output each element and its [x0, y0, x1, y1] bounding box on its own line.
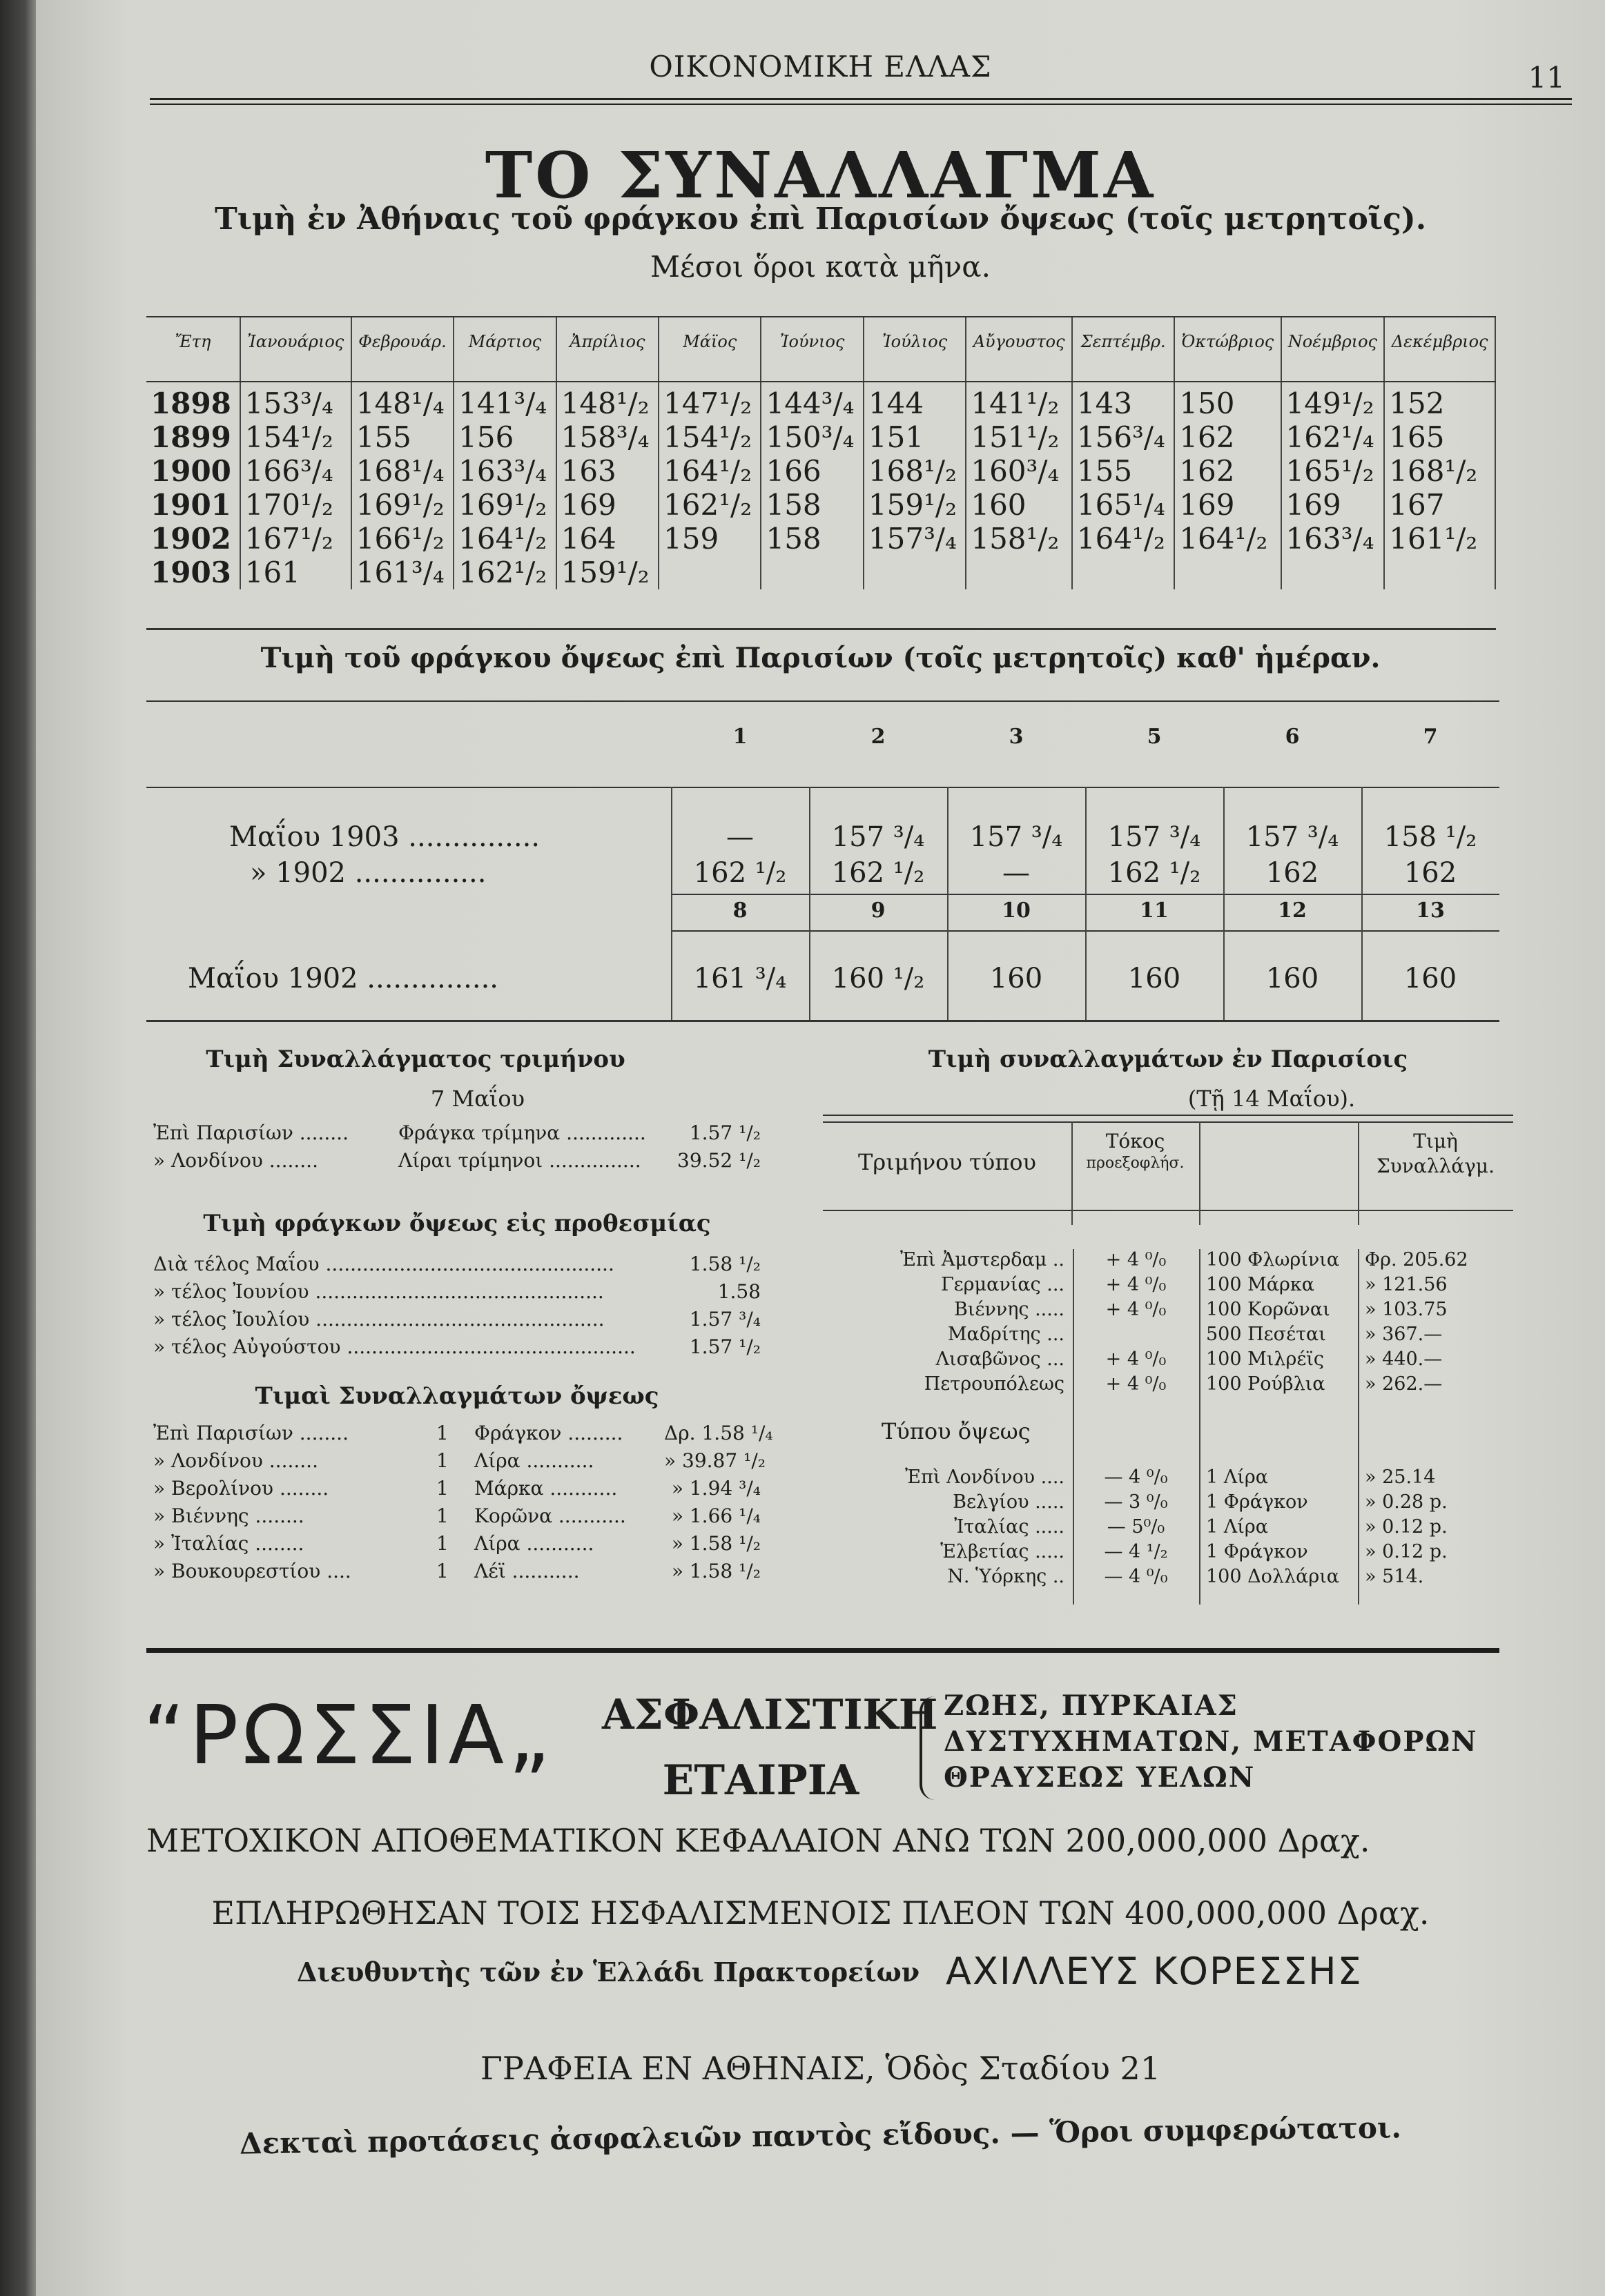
list-item [823, 1516, 1513, 1541]
list-item [153, 1504, 761, 1532]
row-b-label: Μαΐου 1902 ............... [188, 963, 498, 994]
rate-cell: 164¹/₂ [659, 454, 761, 488]
rate-cell: 162¹/₄ [1281, 420, 1385, 454]
rate-cell: 157³/₄ [864, 522, 966, 556]
rate-cell [1281, 556, 1385, 589]
rate-cell: 150 [1174, 366, 1281, 420]
list-item [153, 1477, 761, 1504]
unit-count: 1 [436, 1560, 449, 1582]
forward-title: Τιμὴ φράγκων ὄψεως εἰς προθεσμίας [203, 1210, 711, 1237]
year-cell: 1901 [146, 488, 240, 522]
place-label: Γερμανίας ... [940, 1274, 1064, 1295]
daily-header-rule [146, 787, 1499, 788]
advert-insurance-types-3: ΘΡΑΥΣΕΩΣ ΥΕΛΩΝ [944, 1761, 1256, 1794]
running-title: ΟΙΚΟΝΟΜΙΚΗ ΕΛΛΑΣ [649, 50, 992, 84]
list-item [823, 1491, 1513, 1516]
advert-company-name: “ΡΩΣΣΙΑ„ [143, 1687, 555, 1783]
daily-col-divider [671, 787, 672, 1021]
rate-cell: 157 ³/₄ [831, 821, 925, 853]
rate-cell: 166 [761, 454, 863, 488]
rate-cell: 148¹/₄ [351, 366, 454, 420]
rate-cell: 155 [351, 420, 454, 454]
rate-cell: 164 [556, 522, 659, 556]
discount-rate: + 4 ⁰/₀ [1105, 1373, 1167, 1395]
paris-top-rule-2 [823, 1121, 1513, 1123]
rate-cell: 158¹/₂ [966, 522, 1072, 556]
discount-rate: — 5⁰/₀ [1107, 1516, 1165, 1538]
price-value: » 121.56 [1365, 1274, 1448, 1295]
table-row [146, 488, 1495, 522]
rate-cell: 163³/₄ [454, 454, 556, 488]
month-header: Ἰούνιος [761, 317, 863, 366]
advert-insurance-types-1: ΖΩΗΣ, ΠΥΡΚΑΙΑΣ [944, 1689, 1238, 1722]
discount-rate: — 4 ⁰/₀ [1104, 1566, 1168, 1587]
place-label: Λισαβῶνος ... [935, 1348, 1064, 1370]
rate-cell: 164¹/₂ [1072, 522, 1174, 556]
unit-count: 1 [436, 1504, 449, 1527]
header-double-rule [150, 98, 1572, 105]
rate-cell: 162¹/₂ [454, 556, 556, 589]
rate-cell: 160 [1265, 963, 1319, 994]
rate-cell: 144 [864, 366, 966, 420]
tri-month-title: Τιμὴ Συναλλάγματος τριμήνου [206, 1046, 625, 1073]
rate-cell: — [726, 821, 754, 853]
price-value: » 0.12 p. [1365, 1516, 1448, 1538]
rate-cell: 162 [1174, 420, 1281, 454]
month-header: Δεκέμβριος [1384, 317, 1495, 366]
unit-label: 100 Δολλάρια [1206, 1566, 1340, 1587]
unit-label: 1 Λίρα [1206, 1466, 1268, 1488]
rate-cell: 149¹/₂ [1281, 366, 1385, 420]
rate-cell: 160 ¹/₂ [831, 963, 925, 994]
price-header-1: Τιμὴ [1413, 1130, 1458, 1152]
day-number: 5 [1147, 725, 1162, 749]
place-label: Πετρουπόλεως [924, 1373, 1064, 1395]
unit-label: Λίρα ........... [474, 1449, 594, 1472]
month-header: Ἰανουάριος [240, 317, 351, 366]
rate-cell: 160 [1403, 963, 1457, 994]
daily-col-divider [1223, 787, 1225, 1021]
unit-label: Κορῶνα ........... [474, 1504, 626, 1527]
rate-cell: 168¹/₂ [864, 454, 966, 488]
rate-cell: 152 [1384, 366, 1495, 420]
advert-office-line: ΓΡΑΦΕΙΑ ΕΝ ΑΘΗΝΑΙΣ, Ὁδὸς Σταδίου 21 [480, 2050, 1161, 2087]
month-header: Νοέμβριος [1281, 317, 1385, 366]
paris-col-divider [1358, 1249, 1359, 1605]
unit-count: 1 [436, 1532, 449, 1555]
month-header: Φεβρουάρ. [351, 317, 454, 366]
year-cell: 1898 [146, 366, 240, 420]
sight-type-header: Τύπου ὄψεως [882, 1418, 1031, 1444]
place-label: Ἐπὶ Ἀμστερδαμ .. [899, 1249, 1064, 1270]
rate-cell: 141³/₄ [454, 366, 556, 420]
unit-count: 1 [436, 1477, 449, 1500]
discount-rate: — 3 ⁰/₀ [1104, 1491, 1168, 1513]
rate-cell: — [1002, 857, 1030, 889]
rate-cell: 159¹/₂ [864, 488, 966, 522]
daily-rates-table [146, 718, 1499, 1021]
days-row-a [671, 725, 1499, 759]
price-value: Φρ. 205.62 [1365, 1249, 1468, 1270]
rate-cell: 169¹/₂ [454, 488, 556, 522]
tri-month-date: 7 Μαΐου [430, 1086, 525, 1112]
price-header-2: Συναλλάγμ. [1377, 1155, 1495, 1177]
year-cell: 1902 [146, 522, 240, 556]
price-value: » 0.12 p. [1365, 1541, 1448, 1562]
table-row [146, 522, 1495, 556]
discount-rate: + 4 ⁰/₀ [1105, 1274, 1167, 1295]
rate-cell [659, 556, 761, 589]
rate-cell: 161 ³/₄ [693, 963, 787, 994]
list-item [153, 1121, 761, 1149]
discount-rate: + 4 ⁰/₀ [1105, 1299, 1167, 1320]
rate-cell: 147¹/₂ [659, 366, 761, 420]
list-item [153, 1449, 766, 1477]
unit-label: 500 Πεσέται [1206, 1324, 1326, 1345]
table-row [146, 454, 1495, 488]
unit-label: Φράγκον ......... [474, 1422, 623, 1444]
table-row [146, 556, 1495, 589]
unit-label: 1 Φράγκον [1206, 1541, 1308, 1562]
rate-cell: 148¹/₂ [556, 366, 659, 420]
month-header: Ἀπρίλιος [556, 317, 659, 366]
term-label: » τέλος Ἰουλίου ............................................... [153, 1308, 605, 1331]
place-label: » Βουκουρεστίου .... [153, 1560, 351, 1582]
rate-cell: 158 [761, 522, 863, 556]
list-item [823, 1274, 1513, 1299]
rate-cell: 153³/₄ [240, 366, 351, 420]
rate-cell: 157 ³/₄ [1107, 821, 1201, 853]
unit-label: Φράγκα τρίμηνα ............. [398, 1121, 646, 1144]
advert-capital-line: ΜΕΤΟΧΙΚΟΝ ΑΠΟΘΕΜΑΤΙΚΟΝ ΚΕΦΑΛΑΙΟΝ ΑΝΩ ΤΩΝ 200,000,000 Δραχ. [146, 1822, 1370, 1859]
paris-col-divider [1358, 1121, 1359, 1225]
rate-cell: 162 ¹/₂ [831, 857, 925, 889]
daily-col-divider [1361, 787, 1363, 1021]
rate-cell [864, 556, 966, 589]
list-item [153, 1335, 761, 1363]
rate-cell: 143 [1072, 366, 1174, 420]
rate-cell: 160 [989, 963, 1043, 994]
rate-cell [1072, 556, 1174, 589]
advert-company-type-2: ΕΤΑΙΡΙΑ [662, 1756, 859, 1805]
advert-director-label: Διευθυντὴς τῶν ἐν Ἑλλάδι Πρακτορείων [297, 1956, 920, 1988]
year-cell: 1899 [146, 420, 240, 454]
rate-value: » 1.94 ³/₄ [671, 1477, 761, 1500]
day-number: 10 [1002, 899, 1031, 923]
rate-value: 39.52 ¹/₂ [677, 1149, 761, 1172]
table-header-rule [146, 381, 1496, 382]
rate-cell: 163 [556, 454, 659, 488]
unit-label: 100 Κορῶναι [1206, 1299, 1330, 1320]
paris-top-rule [823, 1115, 1513, 1116]
daily-col-divider [947, 787, 949, 1021]
paris-header-rule [823, 1210, 1513, 1211]
list-item [823, 1466, 1513, 1491]
paris-date: (Τῇ 14 Μαΐου). [1187, 1086, 1356, 1112]
rate-value: » 1.58 ¹/₂ [671, 1560, 761, 1582]
place-label: Μαδρίτης ... [947, 1324, 1064, 1345]
rate-cell: 166¹/₂ [351, 522, 454, 556]
list-item [823, 1541, 1513, 1566]
unit-label: 1 Λίρα [1206, 1516, 1268, 1538]
list-item [823, 1566, 1513, 1591]
main-title: ΤΟ ΣΥΝΑΛΛΑΓΜΑ [485, 138, 1156, 213]
month-header: Αὔγουστος [966, 317, 1072, 366]
month-header: Ἔτη [146, 317, 240, 366]
place-label: Βιέννης ..... [953, 1299, 1064, 1320]
rate-cell: 169 [1281, 488, 1385, 522]
rate-value: 1.58 [717, 1280, 761, 1303]
rate-cell: 154¹/₂ [240, 420, 351, 454]
row-1903-label: Μαΐου 1903 ............... [229, 821, 540, 853]
term-label: » τέλος Αὐγούστου ............................................... [153, 1335, 636, 1358]
journal-page [36, 0, 1605, 2296]
rate-cell: 169 [1174, 488, 1281, 522]
row-1902-label: » 1902 ............... [250, 857, 487, 889]
unit-count: 1 [436, 1449, 449, 1472]
month-header: Σεπτέμβρ. [1072, 317, 1174, 366]
rate-cell: 151¹/₂ [966, 420, 1072, 454]
list-item [153, 1253, 761, 1280]
rate-cell: 165¹/₂ [1281, 454, 1385, 488]
advert-tagline: Δεκταὶ προτάσεις ἀσφαλειῶν παντὸς εἴδους. — Ὅροι συμφερώτατοι. [239, 2110, 1402, 2161]
place-label: » Ἰταλίας ........ [153, 1532, 304, 1555]
rate-cell: 141¹/₂ [966, 366, 1072, 420]
month-header: Ἰούλιος [864, 317, 966, 366]
unit-label: 100 Μάρκα [1206, 1274, 1314, 1295]
rate-cell: 169¹/₂ [351, 488, 454, 522]
rate-cell: 167¹/₂ [240, 522, 351, 556]
advert-insurance-types-2: ΔΥΣΤΥΧΗΜΑΤΩΝ, ΜΕΤΑΦΟΡΩΝ [944, 1725, 1478, 1758]
place-label: Βελγίου ..... [953, 1491, 1064, 1513]
advert-company-type-1: ΑΣΦΑΛΙΣΤΙΚΗ [602, 1691, 938, 1739]
rate-cell: 161 [240, 556, 351, 589]
place-label: Ἑλβετίας ..... [940, 1541, 1064, 1562]
rate-cell [966, 556, 1072, 589]
term-label: Διὰ τέλος Μαΐου ............................................... [153, 1253, 614, 1275]
day-number: 1 [732, 725, 748, 749]
page-number: 11 [1528, 61, 1565, 95]
paris-exchange-block [823, 1046, 1513, 1625]
table-row [146, 420, 1495, 454]
rate-value: 1.58 ¹/₂ [689, 1253, 761, 1275]
rate-cell: 151 [864, 420, 966, 454]
price-value: » 25.14 [1365, 1466, 1436, 1488]
rate-cell: 165¹/₄ [1072, 488, 1174, 522]
daily-title: Τιμὴ τοῦ φράγκου ὄψεως ἐπὶ Παρισίων (τοῖς μετρητοῖς) καθ' ἡμέραν. [260, 642, 1381, 674]
rate-cell: 161³/₄ [351, 556, 454, 589]
day-number: 7 [1423, 725, 1438, 749]
list-item [823, 1324, 1513, 1348]
advert-paid-line: ΕΠΛΗΡΩΘΗΣΑΝ ΤΟΙΣ ΗΣΦΑΛΙΣΜΕΝΟΙΣ ΠΛΕΟΝ ΤΩΝ 400,000,000 Δραχ. [211, 1894, 1430, 1932]
day-number: 2 [870, 725, 886, 749]
rate-cell: 159¹/₂ [556, 556, 659, 589]
rate-cell: 160 [966, 488, 1072, 522]
rate-cell: 163³/₄ [1281, 522, 1385, 556]
daily-col-divider [1085, 787, 1087, 1021]
day-number: 11 [1140, 899, 1169, 923]
daily-top-rule [146, 700, 1499, 702]
rate-cell [1384, 556, 1495, 589]
place-label: » Βερολίνου ........ [153, 1477, 329, 1500]
rate-cell: 150³/₄ [761, 420, 863, 454]
rate-cell: 164¹/₂ [1174, 522, 1281, 556]
rate-cell: 160 [1127, 963, 1181, 994]
unit-label: Λέϊ ........... [474, 1560, 580, 1582]
price-value: » 440.— [1365, 1348, 1443, 1370]
daily-col-divider [809, 787, 810, 1021]
day-number: 3 [1009, 725, 1024, 749]
discount-rate: — 4 ⁰/₀ [1104, 1466, 1168, 1488]
price-value: » 0.28 p. [1365, 1491, 1448, 1513]
paris-col-divider [1199, 1249, 1200, 1605]
list-item [153, 1532, 761, 1560]
sight-title: Τιμαὶ Συναλλαγμάτων ὄψεως [255, 1382, 659, 1410]
list-item [153, 1308, 761, 1335]
advert-top-rule [146, 1648, 1499, 1653]
rate-header-1: Τόκος [1105, 1130, 1165, 1152]
day-number: 8 [732, 899, 748, 923]
rate-cell: 162 ¹/₂ [693, 857, 787, 889]
place-label: Ἰταλίας ..... [954, 1516, 1064, 1538]
rate-value: 1.57 ¹/₂ [689, 1335, 761, 1358]
place-label: » Λονδίνου ........ [153, 1449, 318, 1472]
unit-label: 100 Μιλρέϊς [1206, 1348, 1325, 1370]
subtitle: Τιμὴ ἐν Ἀθήναις τοῦ φράγκου ἐπὶ Παρισίων ὄψεως (τοῖς μετρητοῖς). [214, 202, 1427, 237]
rate-cell [761, 556, 863, 589]
paris-col-divider [1199, 1121, 1200, 1225]
rate-cell: 167 [1384, 488, 1495, 522]
list-item [823, 1249, 1513, 1274]
rate-cell: 160³/₄ [966, 454, 1072, 488]
book-spine-shadow [0, 0, 36, 2296]
rate-cell: 156³/₄ [1072, 420, 1174, 454]
discount-rate: — 4 ¹/₂ [1104, 1541, 1168, 1562]
rate-cell: 164¹/₂ [454, 522, 556, 556]
unit-label: Λίρα ........... [474, 1532, 594, 1555]
rate-cell: 162¹/₂ [659, 488, 761, 522]
paris-col-divider [1073, 1249, 1074, 1605]
rate-value: 1.57 ¹/₂ [689, 1121, 761, 1144]
rate-cell: 161¹/₂ [1384, 522, 1495, 556]
rate-cell: 168¹/₂ [1384, 454, 1495, 488]
month-header: Μάϊος [659, 317, 761, 366]
unit-label: Μάρκα ........... [474, 1477, 618, 1500]
list-item [153, 1280, 761, 1308]
place-label: Ἐπὶ Λονδίνου .... [905, 1466, 1064, 1488]
monthly-header-row [146, 317, 1495, 366]
rate-header-2: προεξοφλήσ. [1086, 1155, 1185, 1172]
month-header: Μάρτιος [454, 317, 556, 366]
rate-value: » 1.58 ¹/₂ [671, 1532, 761, 1555]
list-item [153, 1149, 761, 1177]
daily-bottom-rule [146, 1020, 1499, 1022]
rate-cell: 156 [454, 420, 556, 454]
rate-cell: 162 ¹/₂ [1107, 857, 1201, 889]
rate-cell: 162 [1174, 454, 1281, 488]
rate-cell: 158 [761, 488, 863, 522]
day-number: 9 [870, 899, 886, 923]
monthly-rates-table [146, 317, 1496, 589]
place-label: » Λονδίνου ........ [153, 1149, 318, 1172]
rate-value: » 39.87 ¹/₂ [664, 1449, 766, 1472]
unit-count: 1 [436, 1422, 449, 1444]
unit-label: 1 Φράγκον [1206, 1491, 1308, 1513]
discount-rate: + 4 ⁰/₀ [1105, 1348, 1167, 1370]
price-value: » 367.— [1365, 1324, 1443, 1345]
table-row [146, 366, 1495, 420]
day-number: 13 [1416, 899, 1445, 923]
rate-cell: 159 [659, 522, 761, 556]
rate-cell: 158 ¹/₂ [1383, 821, 1477, 853]
place-label: » Βιέννης ........ [153, 1504, 304, 1527]
month-header: Ὀκτώβριος [1174, 317, 1281, 366]
rate-value: Δρ. 1.58 ¹/₄ [664, 1422, 773, 1444]
rate-cell [1174, 556, 1281, 589]
rate-cell: 162 [1403, 857, 1457, 889]
subtitle-monthly-averages: Μέσοι ὅροι κατὰ μῆνα. [650, 250, 991, 284]
rate-cell: 168¹/₄ [351, 454, 454, 488]
unit-label: 100 Φλωρίνια [1206, 1249, 1340, 1270]
paris-title: Τιμὴ συναλλαγμάτων ἐν Παρισίοις [928, 1046, 1408, 1073]
year-cell: 1900 [146, 454, 240, 488]
rate-cell: 144³/₄ [761, 366, 863, 420]
advert-brace [920, 1696, 935, 1800]
day-number: 6 [1285, 725, 1300, 749]
rate-cell: 155 [1072, 454, 1174, 488]
paris-type-header: Τριμήνου τύπου [858, 1149, 1036, 1175]
rate-cell: 157 ³/₄ [1245, 821, 1339, 853]
day-number: 12 [1278, 899, 1307, 923]
place-label: Ἐπὶ Παρισίων ........ [153, 1422, 349, 1444]
place-label: Ἐπὶ Παρισίων ........ [153, 1121, 349, 1144]
rate-cell: 162 [1265, 857, 1319, 889]
list-item [823, 1373, 1513, 1398]
year-cell: 1903 [146, 556, 240, 589]
place-label: Ν. Ὑόρκης .. [947, 1566, 1064, 1587]
unit-label: 100 Ρούβλια [1206, 1373, 1325, 1395]
rate-cell: 170¹/₂ [240, 488, 351, 522]
rate-cell: 169 [556, 488, 659, 522]
rate-cell: 154¹/₂ [659, 420, 761, 454]
rate-cell: 165 [1384, 420, 1495, 454]
rate-value: » 1.66 ¹/₄ [671, 1504, 761, 1527]
price-value: » 103.75 [1365, 1299, 1448, 1320]
table-bottom-rule [146, 628, 1496, 630]
advert-director-name: ΑΧΙΛΛΕΥΣ ΚΟΡΕΣΣΗΣ [946, 1950, 1363, 1993]
rate-value: 1.57 ³/₄ [689, 1308, 761, 1331]
unit-label: Λίραι τρίμηνοι ............... [398, 1149, 641, 1172]
list-item [153, 1422, 773, 1449]
list-item [823, 1348, 1513, 1373]
paris-col-divider [1071, 1121, 1073, 1225]
list-item [823, 1299, 1513, 1324]
price-value: » 514. [1365, 1566, 1424, 1587]
discount-rate: + 4 ⁰/₀ [1105, 1249, 1167, 1270]
term-label: » τέλος Ἰουνίου ............................................... [153, 1280, 604, 1303]
rate-cell: 157 ³/₄ [969, 821, 1063, 853]
rate-cell: 166³/₄ [240, 454, 351, 488]
price-value: » 262.— [1365, 1373, 1443, 1395]
left-exchange-block [153, 1046, 773, 1625]
list-item [153, 1560, 761, 1587]
rate-cell: 158³/₄ [556, 420, 659, 454]
